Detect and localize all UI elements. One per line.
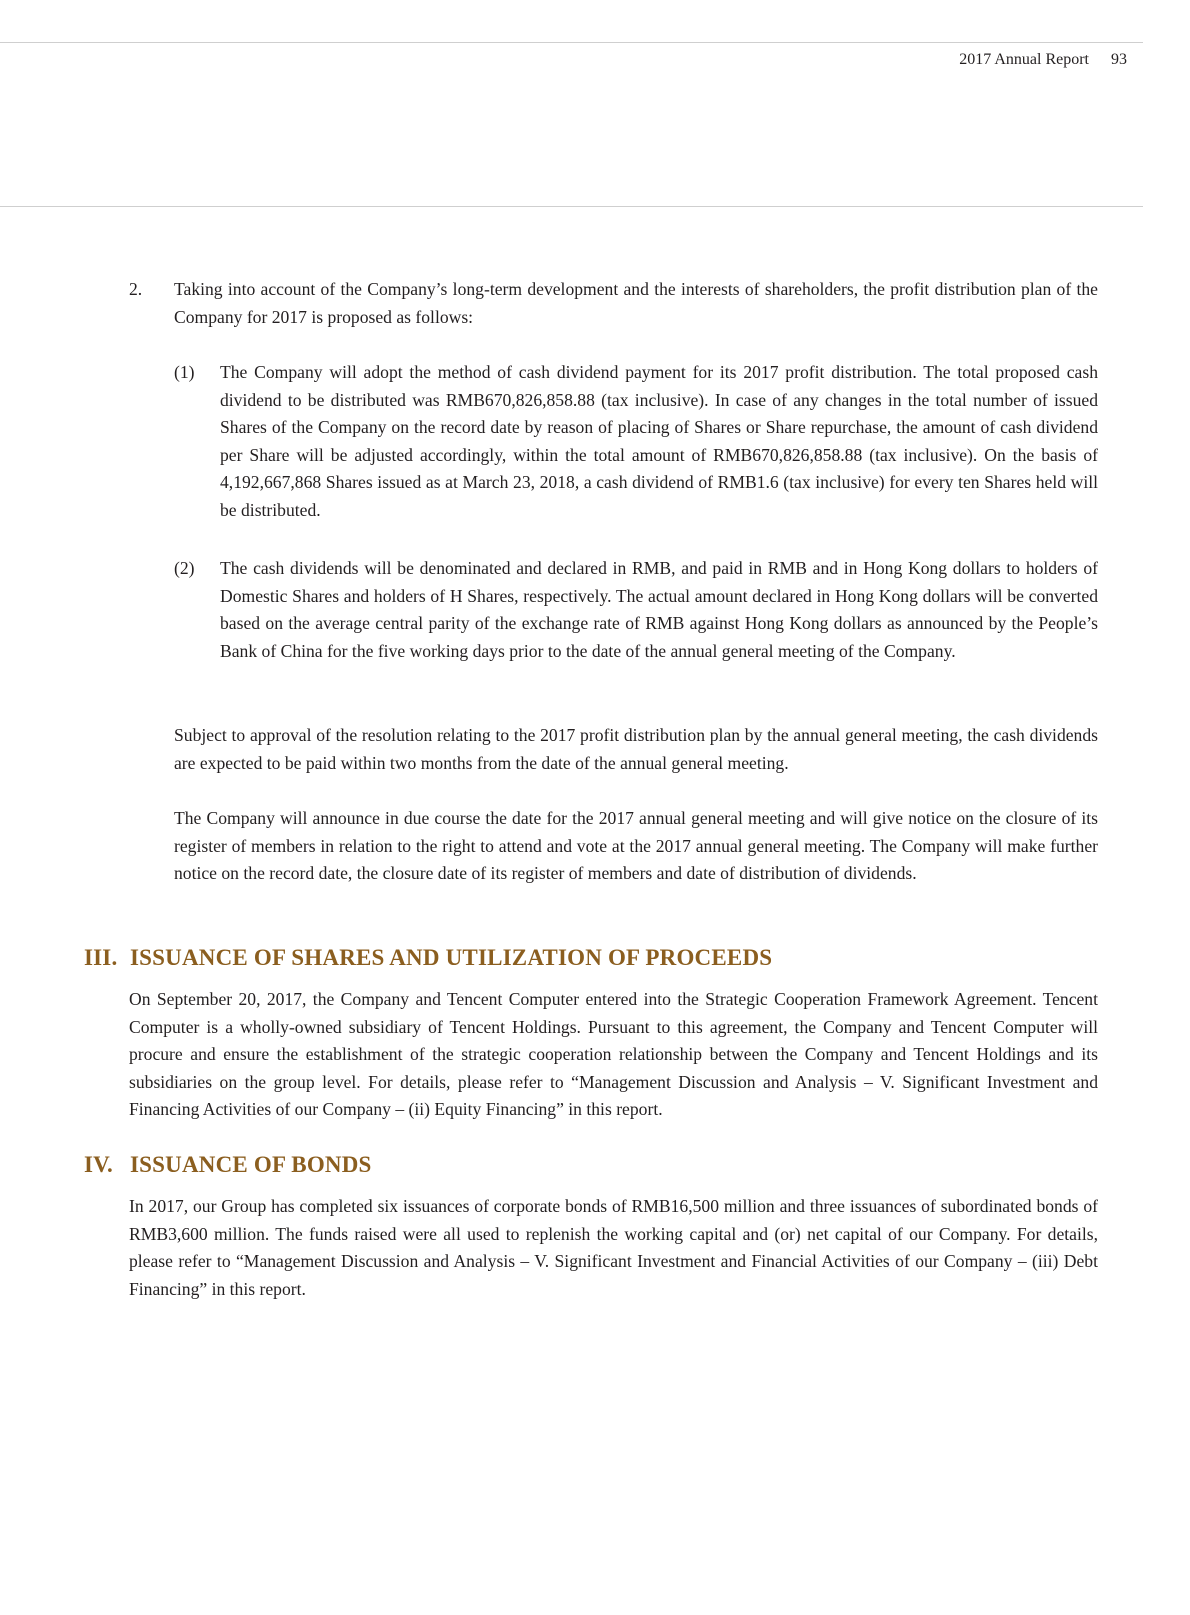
agm-notice-paragraph: The Company will announce in due course the date for the 2017 annual general meeting and will give notice on the closure of its register of members in relation to the right to attend and vote at the 2017 annual general meeting. The Company will make further notice on the record date, the closure date of its register of members and date of distribution of dividends. <box>174 808 1098 884</box>
subitem-currency-conversion: The cash dividends will be denominated and declared in RMB, and paid in RMB and in Hong Kong dollars to holders of Domestic Shares and holders of H Shares, respectively. The actual amount declared in Hong Kong dollars will be converted based on the average central parity of the exchange rate of RMB against Hong Kong dollars as announced by the People’s Bank of China for the five working days prior to the date of the annual general meeting of the Company. <box>220 558 1098 661</box>
report-title: 2017 Annual Report <box>959 51 1089 68</box>
section-heading <box>84 1151 372 1179</box>
approval-paragraph: Subject to approval of the resolution relating to the 2017 profit distribution plan by the annual general meeting, the cash dividends are expected to be paid within two months from the date of the annual general meeting. <box>174 725 1098 773</box>
section-3-body: On September 20, 2017, the Company and Tencent Computer entered into the Strategic Cooperation Framework Agreement. Tencent Computer is a wholly-owned subsidiary of Tencent Holdings. Pursuant to this agreement, the Company and Tencent Computer will procure and ensure the establishment of the strategic cooperation relationship between the Company and Tencent Holdings and its subsidiaries on the group level. For details, please refer to “Management Discussion and Analysis – V. Significant Investment and Financing Activities of our Company – (ii) Equity Financing” in this report. <box>129 989 1098 1120</box>
subitem-number: (1) <box>174 362 195 382</box>
section-title: ISSUANCE OF SHARES AND UTILIZATION OF PROCEEDS <box>130 945 773 970</box>
section-title: ISSUANCE OF BONDS <box>130 1152 372 1177</box>
section-number: III. <box>84 945 118 970</box>
header-top-rule <box>0 42 1143 43</box>
page-number: 93 <box>1111 51 1127 68</box>
section-4-body: In 2017, our Group has completed six issuances of corporate bonds of RMB16,500 million and three issuances of subordinated bonds of RMB3,600 million. The funds raised were all used to replenish the working capital and (or) net capital of our Company. For details, please refer to “Management Discussion and Analysis – V. Significant Investment and Financial Activities of our Company – (iii) Debt Financing” in this report. <box>129 1196 1098 1299</box>
item-number: 2. <box>129 279 143 299</box>
subitem-cash-dividend-method: The Company will adopt the method of cash dividend payment for its 2017 profit distribution. The total proposed cash dividend to be distributed was RMB670,826,858.88 (tax inclusive). In case of any changes in the total number of issued Shares of the Company on the record date by reason of placing of Shares or Share repurchase, the amount of cash dividend per Share will be adjusted accordingly, within the total amount of RMB670,826,858.88 (tax inclusive). On the basis of 4,192,667,868 Shares issued as at March 23, 2018, a cash dividend of RMB1.6 (tax inclusive) for every ten Shares held will be distributed. <box>220 362 1098 520</box>
subitem-number: (2) <box>174 558 195 578</box>
item-2-intro: Taking into account of the Company’s long-term development and the interests of shareholders, the profit distribution plan of the Company for 2017 is proposed as follows: <box>174 279 1098 327</box>
running-header <box>959 51 1127 69</box>
section-heading <box>84 944 772 972</box>
section-number: IV. <box>84 1152 113 1177</box>
header-bottom-rule <box>0 206 1143 207</box>
